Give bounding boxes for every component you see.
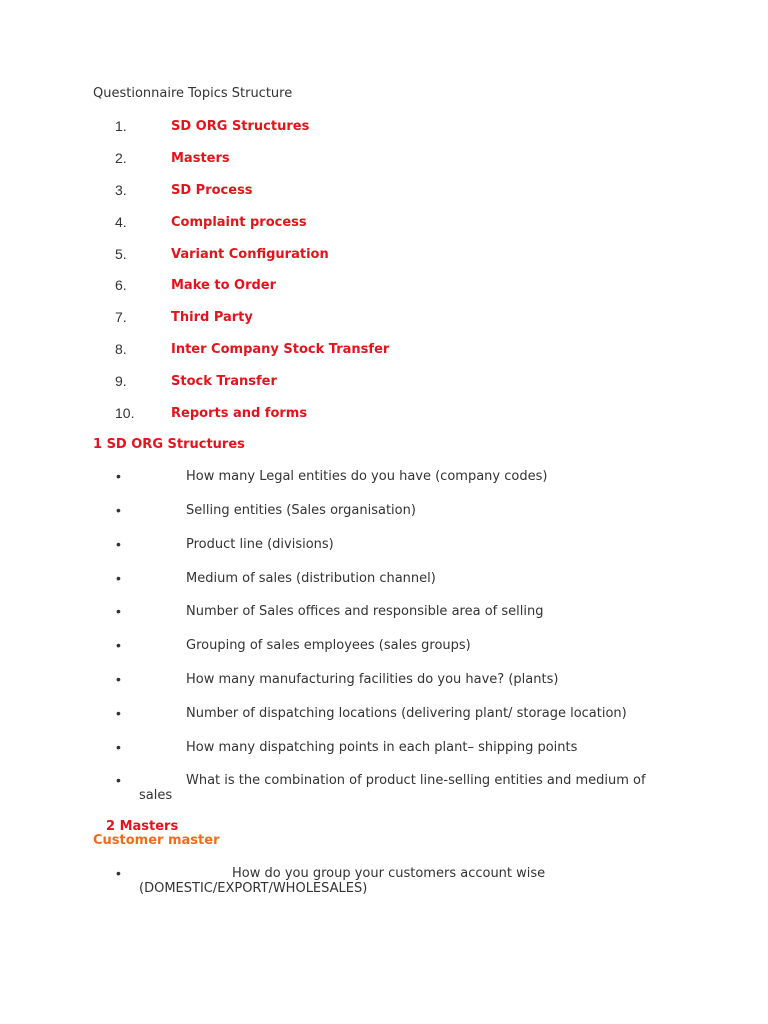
toc-label: Reports and forms	[171, 406, 308, 421]
list-item-text: Selling entities (Sales organisation)	[186, 503, 416, 518]
toc-number: 1.	[115, 118, 127, 134]
bullet-marker: •	[116, 865, 121, 881]
list-item-text: How many manufacturing facilities do you have? (plants)	[186, 672, 559, 687]
toc-label: SD Process	[171, 183, 253, 198]
list-item-text: How many Legal entities do you have (company codes)	[186, 469, 548, 484]
list-item-continuation: (DOMESTIC/EXPORT/WHOLESALES)	[139, 881, 368, 896]
toc-number: 2.	[115, 150, 127, 166]
bullet-marker: •	[116, 705, 121, 721]
bullet-marker: •	[116, 739, 121, 755]
toc-label: Inter Company Stock Transfer	[171, 342, 390, 357]
toc-number: 5.	[115, 246, 127, 262]
list-item-continuation: sales	[139, 788, 173, 803]
subsection-heading: Customer master	[93, 833, 220, 848]
bullet-marker: •	[116, 468, 121, 484]
bullet-marker: •	[116, 772, 121, 788]
toc-label: Third Party	[171, 310, 253, 325]
toc-label: Stock Transfer	[171, 374, 277, 389]
toc-number: 3.	[115, 182, 127, 198]
bullet-marker: •	[116, 536, 121, 552]
list-item-text: Product line (divisions)	[186, 537, 334, 552]
section-heading: 2 Masters	[106, 819, 179, 834]
toc-number: 6.	[115, 277, 127, 293]
list-item-text: What is the combination of product line-selling entities and medium of	[186, 773, 646, 788]
toc-label: Make to Order	[171, 278, 277, 293]
list-item-text: Grouping of sales employees (sales groups)	[186, 638, 471, 653]
toc-label: Complaint process	[171, 215, 307, 230]
toc-label: Masters	[171, 151, 230, 166]
bullet-marker: •	[116, 637, 121, 653]
list-item-text: How do you group your customers account wise	[232, 866, 546, 881]
section-heading: 1 SD ORG Structures	[93, 437, 245, 452]
bullet-marker: •	[116, 603, 121, 619]
toc-number: 4.	[115, 214, 127, 230]
list-item-text: Number of Sales offices and responsible area of selling	[186, 604, 544, 619]
toc-label: SD ORG Structures	[171, 119, 310, 134]
toc-number: 8.	[115, 341, 127, 357]
toc-number: 7.	[115, 309, 127, 325]
list-item-text: How many dispatching points in each plant– shipping points	[186, 740, 578, 755]
bullet-marker: •	[116, 671, 121, 687]
list-item-text: Number of dispatching locations (delivering plant/ storage location)	[186, 706, 627, 721]
bullet-marker: •	[116, 502, 121, 518]
bullet-marker: •	[116, 570, 121, 586]
toc-number: 10.	[115, 405, 135, 421]
toc-number: 9.	[115, 373, 127, 389]
toc-label: Variant Configuration	[171, 247, 329, 262]
list-item-text: Medium of sales (distribution channel)	[186, 571, 436, 586]
page-title: Questionnaire Topics Structure	[93, 86, 293, 101]
